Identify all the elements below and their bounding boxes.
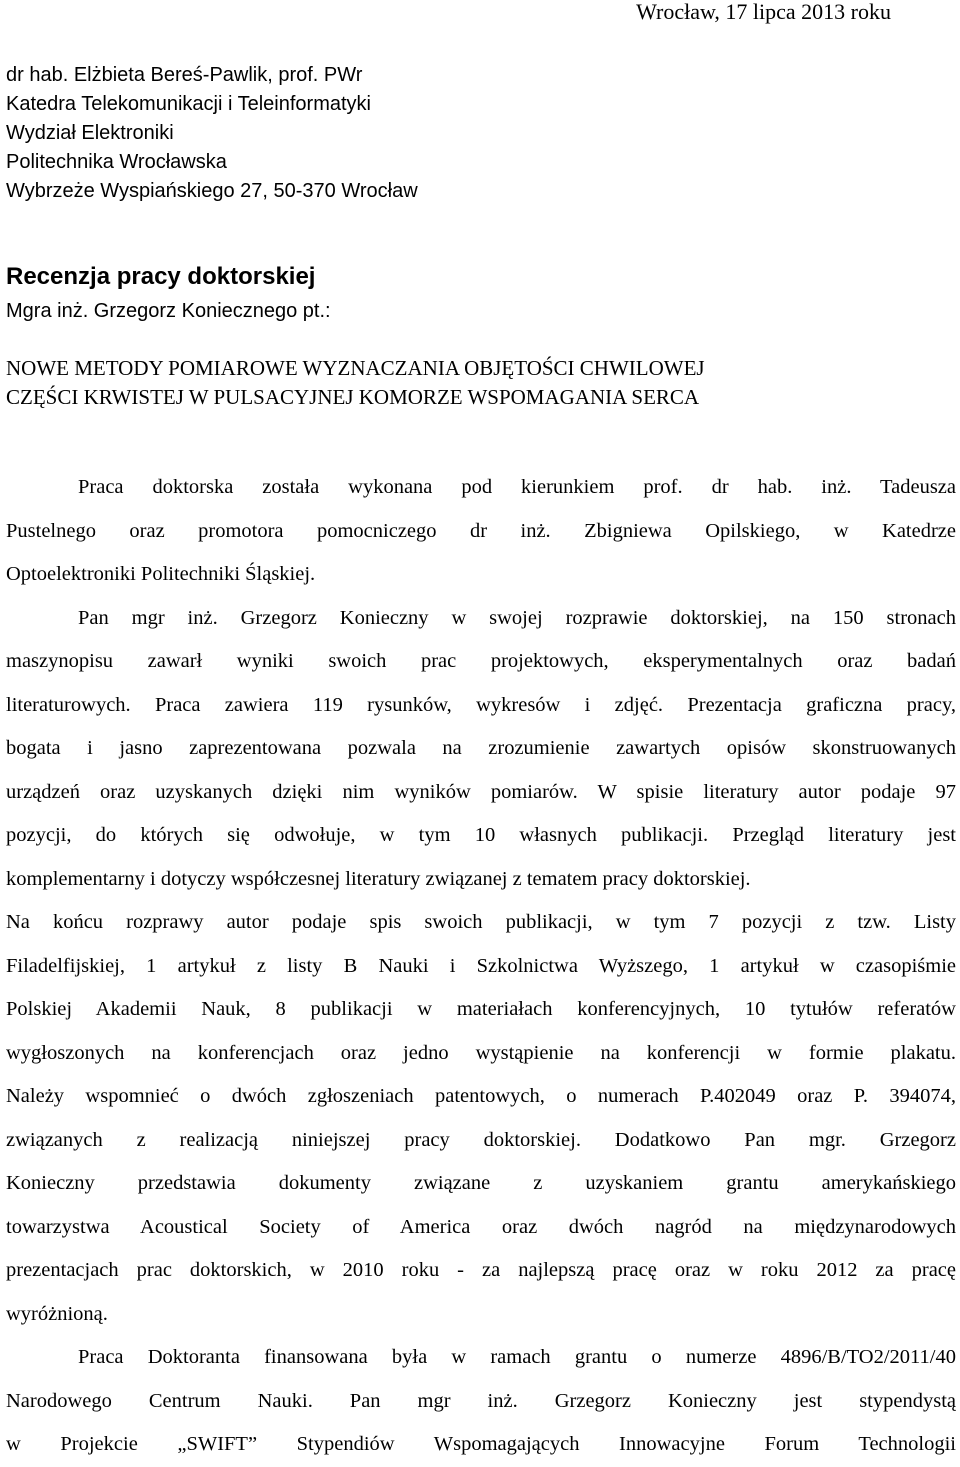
body-line: Należy wspomnieć o dwóch zgłoszeniach patentowych, o numerach P.402049 oraz P. 394074, bbox=[6, 1085, 956, 1107]
body-line: urządzeń oraz uzyskanych dzięki nim wyników pomiarów. W spisie literatury autor podaje 97 bbox=[6, 780, 956, 803]
body-line: w Projekcie „SWIFT” Stypendiów Wspomagających Innowacyjne Forum Technologii bbox=[6, 1433, 956, 1455]
body-line: maszynopisu zawarł wyniki swoich prac projektowych, eksperymentalnych oraz badań bbox=[6, 650, 956, 672]
thesis-title bbox=[6, 354, 956, 412]
body-line: pozycji, do których się odwołuje, w tym 10 własnych publikacji. Przegląd literatury jest bbox=[6, 824, 956, 846]
thesis-title-line: CZĘŚCI KRWISTEJ W PULSACYJNEJ KOMORZE WSPOMAGANIA SERCA bbox=[6, 385, 700, 409]
body-line: bogata i jasno zaprezentowana pozwala na zrozumienie zawartych opisów skonstruowanych bbox=[6, 737, 956, 759]
body-line: literaturowych. Praca zawiera 119 rysunków, wykresów i zdjęć. Prezentacja graficzna pracy, bbox=[6, 693, 956, 716]
body-line: Narodowego Centrum Nauki. Pan mgr inż. Grzegorz Konieczny jest stypendystą bbox=[6, 1389, 956, 1412]
letter-date: Wrocław, 17 lipca 2013 roku bbox=[636, 0, 891, 24]
review-body bbox=[6, 466, 956, 1467]
body-line: Konieczny przedstawia dokumenty związane z uzyskaniem grantu amerykańskiego bbox=[6, 1172, 956, 1194]
address-line-name: dr hab. Elżbieta Bereś-Pawlik, prof. PWr bbox=[6, 64, 363, 86]
body-line: komplementarny i dotyczy współczesnej literatury związanej z tematem pracy doktorskiej. bbox=[6, 867, 751, 890]
body-line: wyróżnioną. bbox=[6, 1302, 108, 1325]
address-line-university: Politechnika Wrocławska bbox=[6, 151, 227, 173]
body-line: Polskiej Akademii Nauk, 8 publikacji w materiałach konferencyjnych, 10 tytułów referatów bbox=[6, 998, 956, 1020]
body-line: Pan mgr inż. Grzegorz Konieczny w swojej rozprawie doktorskiej, na 150 stronach bbox=[78, 606, 956, 629]
reviewer-address bbox=[6, 61, 418, 206]
body-line: związanych z realizacją niniejszej pracy doktorskiej. Dodatkowo Pan mgr. Grzegorz bbox=[6, 1128, 956, 1151]
address-line-street: Wybrzeże Wyspiańskiego 27, 50-370 Wrocław bbox=[6, 180, 418, 202]
document-subheading: Mgra inż. Grzegorz Koniecznego pt.: bbox=[6, 300, 331, 322]
thesis-title-line: NOWE METODY POMIAROWE WYZNACZANIA OBJĘTOŚCI CHWILOWEJ bbox=[6, 356, 705, 380]
body-line: Praca Doktoranta finansowana była w ramach grantu o numerze 4896/B/TO2/2011/40 bbox=[78, 1346, 956, 1368]
document-heading: Recenzja pracy doktorskiej bbox=[6, 263, 316, 290]
body-line: Pustelnego oraz promotora pomocniczego dr inż. Zbigniewa Opilskiego, w Katedrze bbox=[6, 519, 956, 542]
address-line-department: Katedra Telekomunikacji i Teleinformatyki bbox=[6, 93, 371, 115]
body-line: Na końcu rozprawy autor podaje spis swoich publikacji, w tym 7 pozycji z tzw. Listy bbox=[6, 911, 956, 933]
address-line-faculty: Wydział Elektroniki bbox=[6, 122, 174, 144]
body-line: Praca doktorska została wykonana pod kierunkiem prof. dr hab. inż. Tadeusza bbox=[78, 476, 956, 498]
body-line: wygłoszonych na konferencjach oraz jedno wystąpienie na konferencji w formie plakatu. bbox=[6, 1041, 956, 1064]
body-line: prezentacjach prac doktorskich, w 2010 roku - za najlepszą pracę oraz w roku 2012 za pracę bbox=[6, 1259, 956, 1281]
body-line: towarzystwa Acoustical Society of America oraz dwóch nagród na międzynarodowych bbox=[6, 1215, 956, 1238]
body-line: Filadelfijskiej, 1 artykuł z listy B Nauki i Szkolnictwa Wyższego, 1 artykuł w czasopiśmie bbox=[6, 954, 956, 977]
body-line: Optoelektroniki Politechniki Śląskiej. bbox=[6, 563, 316, 585]
